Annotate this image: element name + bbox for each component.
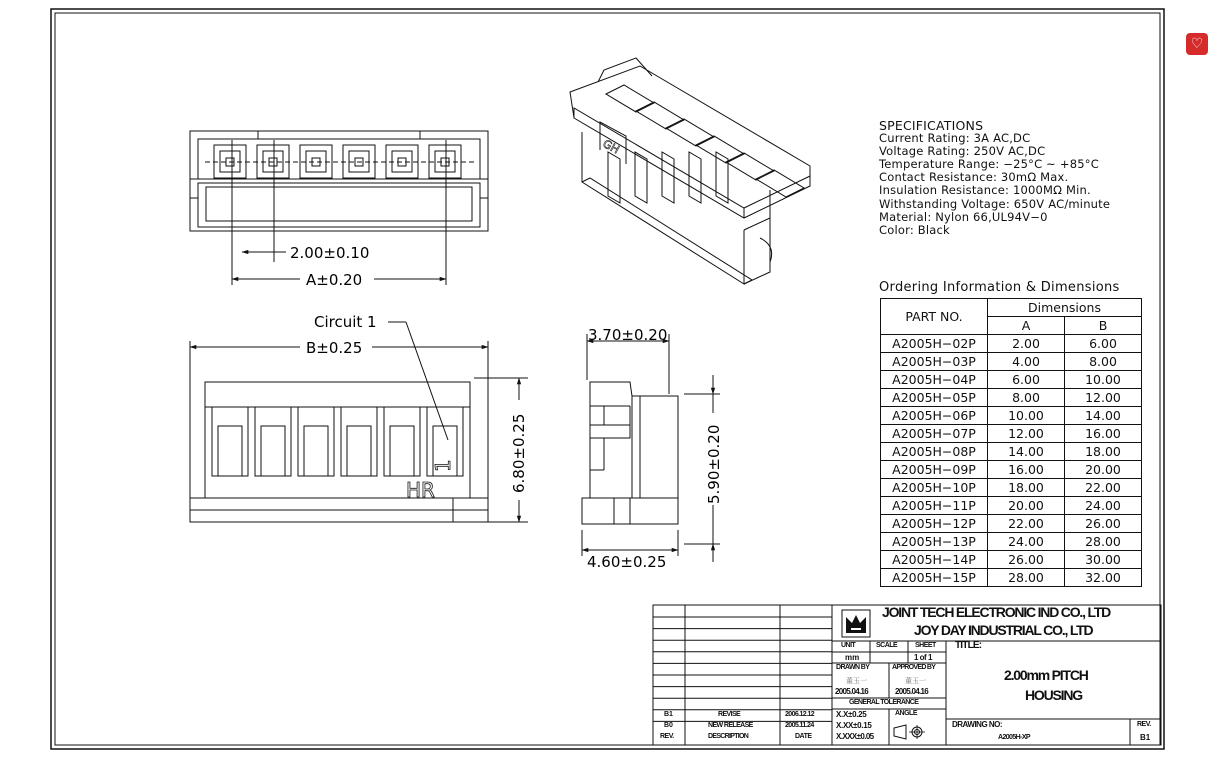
front-cavity	[212, 407, 248, 476]
drawing-title-line2: HOUSING	[1025, 687, 1082, 703]
table-cell-a: 28.00	[988, 569, 1065, 587]
a-header: A	[988, 317, 1065, 335]
table-cell-b: 28.00	[1065, 533, 1142, 551]
table-cell-part: A2005H−03P	[881, 353, 988, 371]
rev-row-1-rev: B1	[664, 711, 673, 718]
table-cell-part: A2005H−12P	[881, 515, 988, 533]
table-cell-a: 26.00	[988, 551, 1065, 569]
table-cell-a: 22.00	[988, 515, 1065, 533]
table-row	[881, 443, 1142, 461]
tolerance-1: X.X±0.25	[836, 710, 867, 719]
company-name-2: JOY DAY INDUSTRIAL CO., LTD	[914, 622, 1093, 638]
part-no-header: PART NO.	[881, 299, 988, 335]
approved-by-label: APPROVED BY	[892, 664, 936, 671]
side-view	[582, 334, 720, 562]
table-cell-part: A2005H−11P	[881, 497, 988, 515]
front-cavity-inner	[347, 426, 371, 476]
front-cavity-inner	[218, 426, 242, 476]
drawing-no-label: DRAWING NO:	[952, 720, 1003, 729]
drawn-by-label: DRAWN BY	[836, 664, 870, 671]
table-row	[881, 407, 1142, 425]
iso-cell	[696, 136, 744, 163]
table-cell-a: 18.00	[988, 479, 1065, 497]
spec-line: Material: Nylon 66,UL94V−0	[879, 209, 1048, 224]
approved-date: 2005.04.16	[895, 687, 929, 696]
table-row	[881, 497, 1142, 515]
rev-row-2-date: 2005.11.24	[785, 722, 814, 729]
front-height-label: 6.80±0.25	[510, 413, 528, 493]
table-row	[881, 353, 1142, 371]
front-cavity	[341, 407, 377, 476]
table-cell-b: 8.00	[1065, 353, 1142, 371]
table-row	[881, 551, 1142, 569]
table-cell-part: A2005H−04P	[881, 371, 988, 389]
table-row	[881, 389, 1142, 407]
company-logo-icon	[843, 611, 869, 636]
spec-line: Temperature Range: −25°C ~ +85°C	[879, 157, 1099, 172]
table-cell-b: 26.00	[1065, 515, 1142, 533]
rev-row-2-desc: NEW RELEASE	[708, 722, 753, 729]
table-cell-a: 10.00	[988, 407, 1065, 425]
dim-b-label: B±0.25	[306, 339, 363, 357]
front-cavity	[255, 407, 291, 476]
company-name-1: JOINT TECH ELECTRONIC IND CO., LTD	[882, 604, 1111, 620]
table-cell-a: 8.00	[988, 389, 1065, 407]
sheet-value: 1 of 1	[914, 653, 932, 662]
table-row	[881, 371, 1142, 389]
projection-symbol-icon	[892, 724, 926, 740]
table-cell-part: A2005H−08P	[881, 443, 988, 461]
approved-by-name: 董玉一	[905, 678, 926, 685]
table-cell-b: 24.00	[1065, 497, 1142, 515]
angle-label: ANGLE	[895, 710, 917, 717]
table-row	[881, 425, 1142, 443]
spec-line: Voltage Rating: 250V AC,DC	[879, 144, 1046, 159]
table-cell-b: 16.00	[1065, 425, 1142, 443]
table-cell-a: 4.00	[988, 353, 1065, 371]
tolerance-3: X.XXX±0.05	[836, 732, 874, 741]
table-cell-part: A2005H−09P	[881, 461, 988, 479]
iso-gh-mark: GH	[600, 137, 622, 157]
iso-slot	[662, 152, 674, 203]
table-row	[881, 569, 1142, 587]
rev-header-desc: DESCRIPTION	[708, 733, 749, 740]
circuit-label: Circuit 1	[314, 313, 377, 331]
spec-line: Insulation Resistance: 1000MΩ Min.	[879, 183, 1091, 198]
table-cell-b: 14.00	[1065, 407, 1142, 425]
table-cell-part: A2005H−14P	[881, 551, 988, 569]
table-cell-b: 6.00	[1065, 335, 1142, 353]
table-cell-b: 30.00	[1065, 551, 1142, 569]
table-cell-a: 12.00	[988, 425, 1065, 443]
table-row	[881, 515, 1142, 533]
rev-header-date: DATE	[795, 733, 812, 740]
table-cell-a: 16.00	[988, 461, 1065, 479]
spec-line: Current Rating: 3A AC,DC	[879, 131, 1031, 146]
table-cell-part: A2005H−05P	[881, 389, 988, 407]
table-row	[881, 335, 1142, 353]
table-cell-part: A2005H−06P	[881, 407, 988, 425]
table-cell-a: 20.00	[988, 497, 1065, 515]
ordering-title: Ordering Information & Dimensions	[879, 280, 1120, 295]
spec-line: Withstanding Voltage: 650V AC/minute	[879, 196, 1111, 211]
scale-label: SCALE	[876, 642, 898, 649]
table-cell-b: 18.00	[1065, 443, 1142, 461]
iso-cell	[606, 85, 654, 112]
ordering-table	[880, 298, 1142, 587]
pin-one-mark: 1	[431, 459, 455, 472]
drawn-by-name: 董玉一	[846, 678, 867, 685]
table-row	[881, 461, 1142, 479]
table-cell-b: 32.00	[1065, 569, 1142, 587]
front-cavity-inner	[390, 426, 414, 476]
side-dim-bottom-label: 4.60±0.25	[587, 553, 667, 571]
unit-value: mm	[845, 653, 860, 662]
table-cell-b: 20.00	[1065, 461, 1142, 479]
table-cell-part: A2005H−07P	[881, 425, 988, 443]
rev-row-1-date: 2006.12.12	[785, 711, 815, 718]
tolerance-2: X.XX±0.15	[836, 721, 872, 730]
table-cell-part: A2005H−15P	[881, 569, 988, 587]
ordering-table-body	[881, 335, 1142, 587]
iso-cell	[666, 119, 714, 146]
iso-slot	[689, 152, 701, 203]
table-cell-a: 2.00	[988, 335, 1065, 353]
rev-row-2-rev: B0	[664, 722, 673, 729]
rev-value: B1	[1140, 733, 1151, 742]
side-dim-top-label: 3.70±0.20	[588, 326, 668, 344]
isometric-view	[570, 58, 810, 284]
table-cell-part: A2005H−02P	[881, 335, 988, 353]
table-cell-b: 10.00	[1065, 371, 1142, 389]
heart-badge-icon[interactable]: ♡	[1186, 33, 1208, 55]
iso-cell	[636, 102, 684, 129]
specifications-block	[879, 119, 1110, 237]
iso-cell	[726, 153, 774, 180]
table-cell-part: A2005H−10P	[881, 479, 988, 497]
side-dim-height-label: 5.90±0.20	[705, 424, 723, 504]
table-row	[881, 533, 1142, 551]
table-cell-a: 6.00	[988, 371, 1065, 389]
hr-mark: HR	[406, 478, 435, 502]
dim-a-label: A±0.20	[306, 271, 363, 289]
table-cell-a: 24.00	[988, 533, 1065, 551]
spec-line: Contact Resistance: 30mΩ Max.	[879, 170, 1069, 185]
front-cavity-inner	[261, 426, 285, 476]
front-cavity	[298, 407, 334, 476]
unit-label: UNIT	[841, 642, 856, 649]
dimensions-header: Dimensions	[988, 299, 1142, 317]
table-cell-b: 12.00	[1065, 389, 1142, 407]
dim-pitch-label: 2.00±0.10	[290, 244, 370, 262]
front-cavity-inner	[304, 426, 328, 476]
table-row	[881, 479, 1142, 497]
drawn-date: 2005.04.16	[835, 687, 869, 696]
drawing-no-value: A2005H-XP	[998, 734, 1030, 741]
rev-label: REV.	[1137, 721, 1151, 728]
spec-line: Color: Black	[879, 222, 950, 237]
sheet-label: SHEET	[915, 642, 936, 649]
title-label: TITLE:	[955, 640, 982, 651]
table-cell-a: 14.00	[988, 443, 1065, 461]
general-tolerance-label: GENERAL TOLERANCE	[849, 699, 919, 706]
b-header: B	[1065, 317, 1142, 335]
table-cell-b: 22.00	[1065, 479, 1142, 497]
drawing-title-line1: 2.00mm PITCH	[1004, 667, 1088, 683]
rev-header-rev: REV.	[660, 733, 674, 740]
table-cell-part: A2005H−13P	[881, 533, 988, 551]
specifications-title: SPECIFICATIONS	[879, 118, 984, 133]
rev-row-1-desc: REVISE	[718, 711, 741, 718]
front-cavity	[384, 407, 420, 476]
